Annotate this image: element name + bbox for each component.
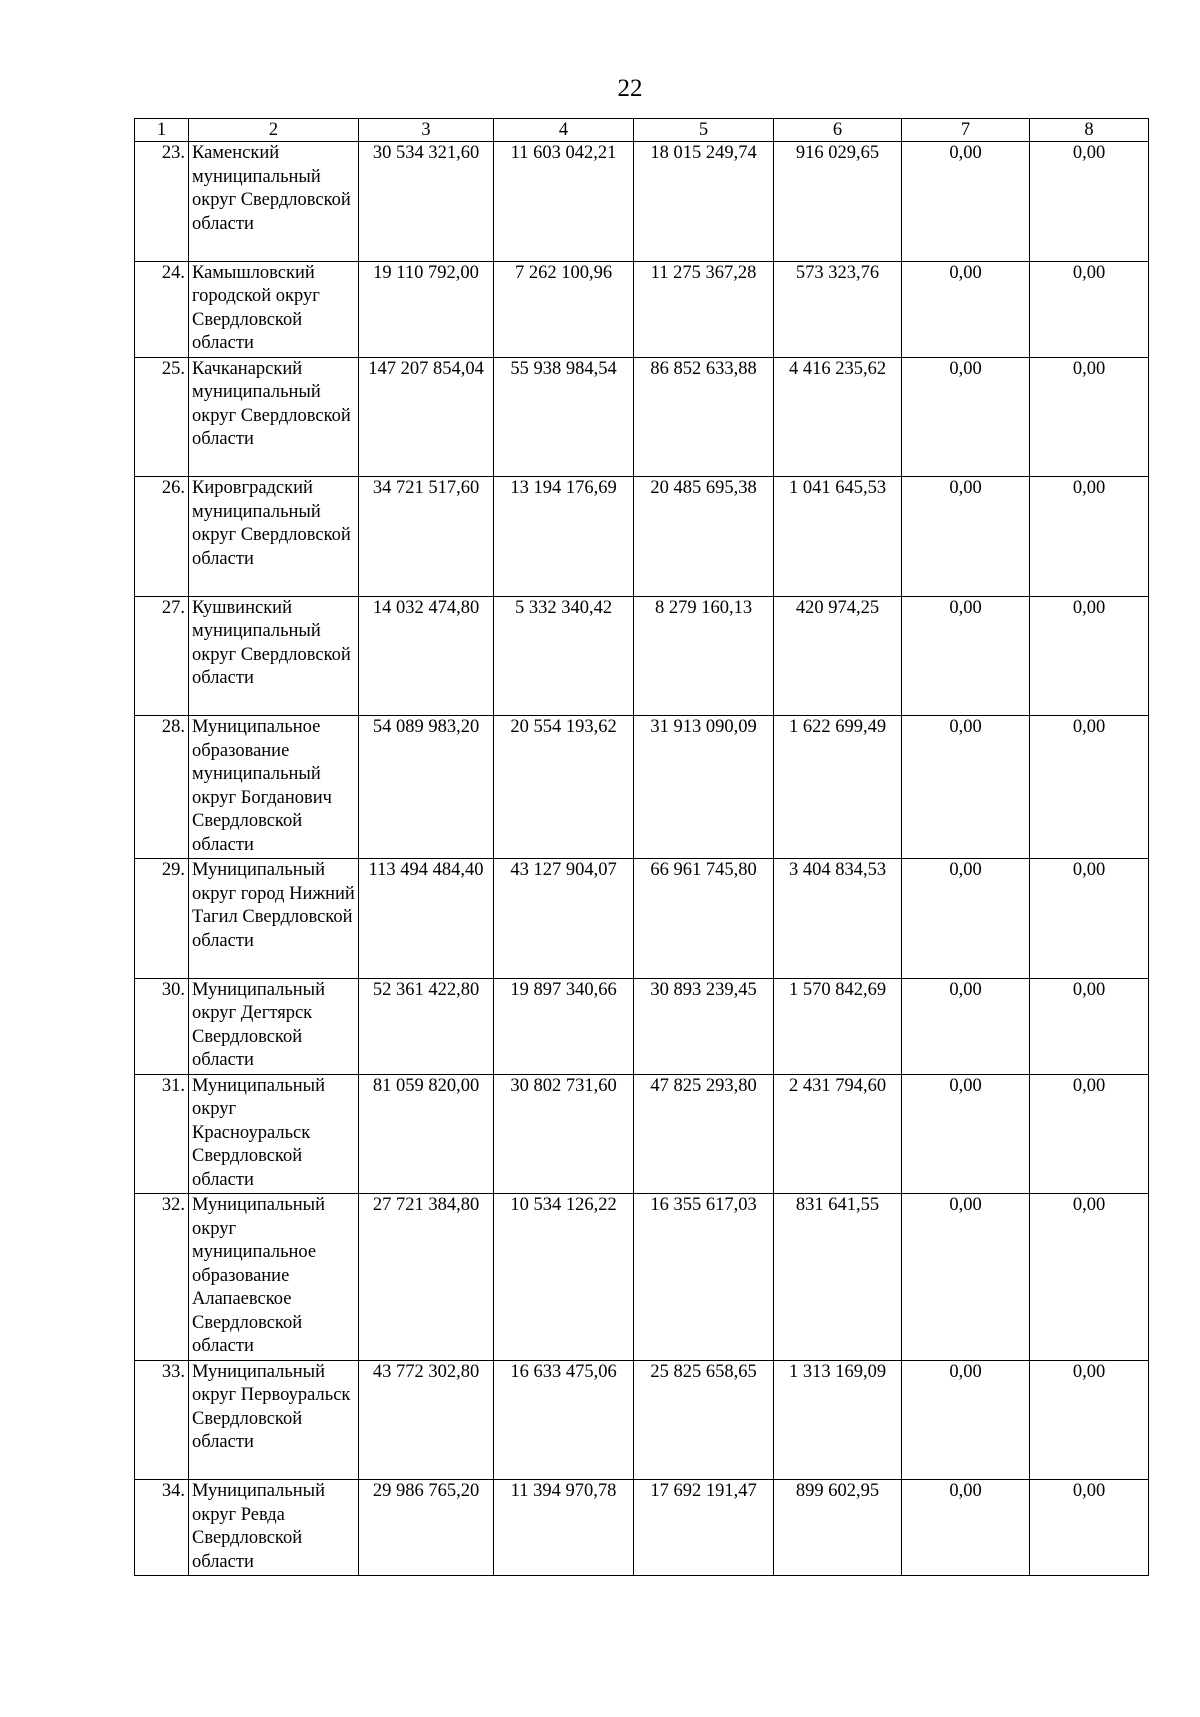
column-8-value: 0,00 bbox=[1030, 1074, 1149, 1194]
table-row bbox=[135, 261, 1149, 357]
municipality-name: Кушвинский муниципальный округ Свердловской области bbox=[189, 596, 359, 716]
column-4-value: 20 554 193,62 bbox=[494, 716, 634, 859]
column-4-value: 7 262 100,96 bbox=[494, 261, 634, 357]
column-7-value: 0,00 bbox=[902, 859, 1030, 979]
column-8-value: 0,00 bbox=[1030, 596, 1149, 716]
column-5-value: 20 485 695,38 bbox=[634, 477, 774, 597]
column-8-value: 0,00 bbox=[1030, 978, 1149, 1074]
column-5-value: 31 913 090,09 bbox=[634, 716, 774, 859]
column-3-value: 19 110 792,00 bbox=[359, 261, 494, 357]
column-header: 4 bbox=[494, 119, 634, 142]
column-7-value: 0,00 bbox=[902, 978, 1030, 1074]
column-8-value: 0,00 bbox=[1030, 1360, 1149, 1480]
column-6-value: 4 416 235,62 bbox=[774, 357, 902, 477]
municipality-name: Муниципальный округ Первоуральск Свердловской области bbox=[189, 1360, 359, 1480]
table-row bbox=[135, 1194, 1149, 1361]
column-4-value: 5 332 340,42 bbox=[494, 596, 634, 716]
column-5-value: 25 825 658,65 bbox=[634, 1360, 774, 1480]
column-header: 2 bbox=[189, 119, 359, 142]
column-8-value: 0,00 bbox=[1030, 716, 1149, 859]
column-3-value: 113 494 484,40 bbox=[359, 859, 494, 979]
table-row bbox=[135, 1480, 1149, 1576]
row-number: 30. bbox=[135, 978, 189, 1074]
municipality-name: Камышловский городской округ Свердловской области bbox=[189, 261, 359, 357]
column-5-value: 47 825 293,80 bbox=[634, 1074, 774, 1194]
table-row bbox=[135, 859, 1149, 979]
column-header: 6 bbox=[774, 119, 902, 142]
table-row bbox=[135, 1360, 1149, 1480]
column-3-value: 147 207 854,04 bbox=[359, 357, 494, 477]
column-6-value: 1 041 645,53 bbox=[774, 477, 902, 597]
column-5-value: 30 893 239,45 bbox=[634, 978, 774, 1074]
table-row bbox=[135, 142, 1149, 262]
column-3-value: 81 059 820,00 bbox=[359, 1074, 494, 1194]
column-4-value: 30 802 731,60 bbox=[494, 1074, 634, 1194]
municipality-name: Качканарский муниципальный округ Свердловской области bbox=[189, 357, 359, 477]
table-row bbox=[135, 357, 1149, 477]
column-5-value: 66 961 745,80 bbox=[634, 859, 774, 979]
column-7-value: 0,00 bbox=[902, 716, 1030, 859]
column-header: 1 bbox=[135, 119, 189, 142]
municipality-name: Муниципальный округ Ревда Свердловской области bbox=[189, 1480, 359, 1576]
column-8-value: 0,00 bbox=[1030, 859, 1149, 979]
column-8-value: 0,00 bbox=[1030, 357, 1149, 477]
column-4-value: 19 897 340,66 bbox=[494, 978, 634, 1074]
row-number: 29. bbox=[135, 859, 189, 979]
column-3-value: 43 772 302,80 bbox=[359, 1360, 494, 1480]
municipality-name: Муниципальный округ Красноуральск Свердловской области bbox=[189, 1074, 359, 1194]
municipality-name: Муниципальный округ город Нижний Тагил Свердловской области bbox=[189, 859, 359, 979]
column-5-value: 11 275 367,28 bbox=[634, 261, 774, 357]
row-number: 26. bbox=[135, 477, 189, 597]
row-number: 27. bbox=[135, 596, 189, 716]
column-7-value: 0,00 bbox=[902, 596, 1030, 716]
column-6-value: 420 974,25 bbox=[774, 596, 902, 716]
table-row bbox=[135, 978, 1149, 1074]
row-number: 33. bbox=[135, 1360, 189, 1480]
table-body bbox=[135, 142, 1149, 1576]
column-7-value: 0,00 bbox=[902, 357, 1030, 477]
column-5-value: 86 852 633,88 bbox=[634, 357, 774, 477]
column-3-value: 54 089 983,20 bbox=[359, 716, 494, 859]
column-6-value: 1 570 842,69 bbox=[774, 978, 902, 1074]
column-4-value: 11 603 042,21 bbox=[494, 142, 634, 262]
table-row bbox=[135, 716, 1149, 859]
column-3-value: 34 721 517,60 bbox=[359, 477, 494, 597]
column-3-value: 27 721 384,80 bbox=[359, 1194, 494, 1361]
row-number: 25. bbox=[135, 357, 189, 477]
column-7-value: 0,00 bbox=[902, 261, 1030, 357]
column-header: 7 bbox=[902, 119, 1030, 142]
column-6-value: 899 602,95 bbox=[774, 1480, 902, 1576]
column-7-value: 0,00 bbox=[902, 1194, 1030, 1361]
column-7-value: 0,00 bbox=[902, 477, 1030, 597]
column-5-value: 18 015 249,74 bbox=[634, 142, 774, 262]
column-8-value: 0,00 bbox=[1030, 477, 1149, 597]
column-3-value: 30 534 321,60 bbox=[359, 142, 494, 262]
column-7-value: 0,00 bbox=[902, 1360, 1030, 1480]
column-8-value: 0,00 bbox=[1030, 1194, 1149, 1361]
column-6-value: 3 404 834,53 bbox=[774, 859, 902, 979]
table-header bbox=[135, 119, 1149, 142]
municipality-name: Муниципальный округ муниципальное образование Алапаевское Свердловской области bbox=[189, 1194, 359, 1361]
table-row bbox=[135, 596, 1149, 716]
column-6-value: 831 641,55 bbox=[774, 1194, 902, 1361]
table-row bbox=[135, 477, 1149, 597]
column-4-value: 55 938 984,54 bbox=[494, 357, 634, 477]
row-number: 28. bbox=[135, 716, 189, 859]
column-7-value: 0,00 bbox=[902, 1480, 1030, 1576]
column-6-value: 1 313 169,09 bbox=[774, 1360, 902, 1480]
column-header: 8 bbox=[1030, 119, 1149, 142]
row-number: 31. bbox=[135, 1074, 189, 1194]
municipality-name: Кировградский муниципальный округ Свердловской области bbox=[189, 477, 359, 597]
column-3-value: 52 361 422,80 bbox=[359, 978, 494, 1074]
column-5-value: 8 279 160,13 bbox=[634, 596, 774, 716]
budget-table bbox=[134, 118, 1149, 1576]
column-4-value: 16 633 475,06 bbox=[494, 1360, 634, 1480]
column-8-value: 0,00 bbox=[1030, 261, 1149, 357]
page-number: 22 bbox=[617, 75, 643, 102]
row-number: 24. bbox=[135, 261, 189, 357]
column-4-value: 11 394 970,78 bbox=[494, 1480, 634, 1576]
municipality-name: Муниципальный округ Дегтярск Свердловской области bbox=[189, 978, 359, 1074]
table-row bbox=[135, 1074, 1149, 1194]
column-3-value: 14 032 474,80 bbox=[359, 596, 494, 716]
row-number: 34. bbox=[135, 1480, 189, 1576]
row-number: 32. bbox=[135, 1194, 189, 1361]
column-6-value: 1 622 699,49 bbox=[774, 716, 902, 859]
column-header: 5 bbox=[634, 119, 774, 142]
row-number: 23. bbox=[135, 142, 189, 262]
column-5-value: 16 355 617,03 bbox=[634, 1194, 774, 1361]
column-header: 3 bbox=[359, 119, 494, 142]
column-7-value: 0,00 bbox=[902, 1074, 1030, 1194]
column-5-value: 17 692 191,47 bbox=[634, 1480, 774, 1576]
municipality-name: Каменский муниципальный округ Свердловской области bbox=[189, 142, 359, 262]
column-6-value: 573 323,76 bbox=[774, 261, 902, 357]
municipality-name: Муниципальное образование муниципальный округ Богданович Свердловской области bbox=[189, 716, 359, 859]
column-4-value: 10 534 126,22 bbox=[494, 1194, 634, 1361]
column-4-value: 43 127 904,07 bbox=[494, 859, 634, 979]
column-8-value: 0,00 bbox=[1030, 1480, 1149, 1576]
column-3-value: 29 986 765,20 bbox=[359, 1480, 494, 1576]
column-6-value: 916 029,65 bbox=[774, 142, 902, 262]
column-4-value: 13 194 176,69 bbox=[494, 477, 634, 597]
column-8-value: 0,00 bbox=[1030, 142, 1149, 262]
column-6-value: 2 431 794,60 bbox=[774, 1074, 902, 1194]
column-7-value: 0,00 bbox=[902, 142, 1030, 262]
